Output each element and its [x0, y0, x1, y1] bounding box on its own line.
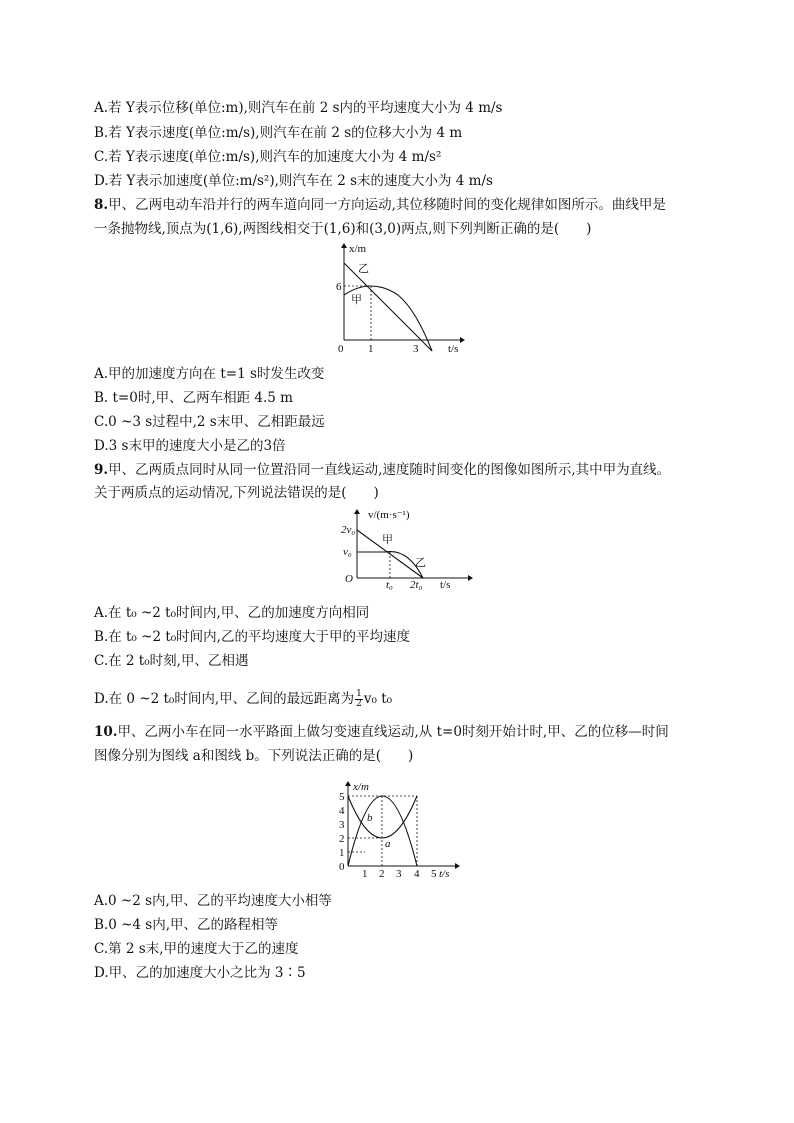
- q8-graph: [332, 240, 467, 355]
- q8-xtick-3: 3: [413, 343, 419, 355]
- q8-option-a: A.甲的加速度方向在 t=1 s时发生改变: [94, 366, 325, 382]
- q8-number: 8.: [94, 197, 109, 213]
- q9-label-yi: 乙: [415, 557, 426, 569]
- q7-option-c: C.若 Y表示速度(单位:m/s),则汽车的加速度大小为 4 m/s²: [94, 149, 442, 165]
- q9-option-c: C.在 2 t₀时刻,甲、乙相遇: [94, 653, 249, 669]
- q10-xtick-3: 3: [396, 868, 402, 880]
- q10-xtick-5: 5: [431, 868, 437, 880]
- q9-fraction-numerator: 1: [356, 689, 362, 699]
- q10-option-d: D.甲、乙的加速度大小之比为 3∶5: [94, 965, 306, 981]
- q10-ytick-5: 5: [339, 791, 345, 803]
- q7-option-b: B.若 Y表示速度(单位:m/s),则汽车在前 2 s的位移大小为 4 m: [94, 125, 463, 141]
- q9-fraction-denominator: 2: [356, 699, 362, 709]
- q8-option-b: B. t=0时,甲、乙两车相距 4.5 m: [94, 390, 293, 406]
- q8-label-yi: 乙: [358, 263, 369, 275]
- q10-label-b: b: [367, 812, 373, 824]
- q10-curve-b: [348, 796, 417, 866]
- q10-stem-text-1: 甲、乙两小车在同一水平路面上做匀变速直线运动,从 t=0时刻开始计时,甲、乙的位移—时间: [117, 724, 669, 740]
- q10-option-b: B.0 ~4 s内,甲、乙的路程相等: [94, 917, 279, 933]
- q9-number: 9.: [94, 462, 109, 478]
- q8-y-label: x/m: [349, 243, 367, 255]
- q9-xtick-t0: t₀: [386, 579, 393, 591]
- q9-option-a: A.在 t₀ ~2 t₀时间内,甲、乙的加速度方向相同: [94, 605, 370, 621]
- q9-y-label: v/(m·s⁻¹): [368, 509, 410, 521]
- q9-xtick-2t0: 2t₀: [410, 579, 423, 591]
- q9-option-d: [94, 690, 392, 709]
- q9-x-label: t/s: [440, 579, 451, 591]
- q9-stem-line-2: 关于两质点的运动情况,下列说法错误的是( ): [94, 485, 379, 501]
- q10-ytick-1: 1: [339, 847, 345, 859]
- q9-option-d-tail: v₀ t₀: [363, 691, 393, 707]
- q7-option-a: A.若 Y表示位移(单位:m),则汽车在前 2 s内的平均速度大小为 4 m/s: [94, 100, 503, 116]
- q8-label-jia: 甲: [351, 294, 362, 306]
- q10-ytick-4: 4: [339, 805, 345, 817]
- q8-stem-text-1: 甲、乙两电动车沿并行的两车道向同一方向运动,其位移随时间的变化规律如图所示。曲线甲是: [108, 197, 666, 213]
- q9-stem-text-1: 甲、乙两质点同时从同一位置沿同一直线运动,速度随时间变化的图像如图所示,其中甲为直线。: [108, 462, 671, 478]
- q8-origin: 0: [338, 343, 344, 355]
- q8-xtick-1: 1: [368, 343, 374, 355]
- q8-x-label: t/s: [448, 343, 459, 355]
- q10-graph: [327, 782, 462, 882]
- q10-ytick-0: 0: [339, 861, 345, 873]
- q8-ytick-6: 6: [336, 281, 342, 293]
- q10-label-a: a: [385, 838, 391, 850]
- q10-option-c: C.第 2 s末,甲的速度大于乙的速度: [94, 941, 299, 957]
- q10-number: 10.: [94, 724, 118, 740]
- q9-stem-line-1: [94, 461, 670, 479]
- q10-x-label: t/s: [439, 868, 450, 880]
- q9-origin: O: [345, 573, 353, 585]
- q9-option-d-text: D.在 0 ~2 t₀时间内,甲、乙间的最远距离为: [94, 691, 355, 707]
- q10-option-a: A.0 ~2 s内,甲、乙的平均速度大小相等: [94, 893, 332, 909]
- q10-stem-line-2: 图像分别为图线 a和图线 b。下列说法正确的是( ): [94, 748, 414, 764]
- q8-option-d: D.3 s末甲的速度大小是乙的3倍: [94, 438, 286, 454]
- q7-option-d: D.若 Y表示加速度(单位:m/s²),则汽车在 2 s末的速度大小为 4 m/s: [94, 173, 493, 189]
- q10-ytick-3: 3: [339, 819, 345, 831]
- q9-ytick-v0: v₀: [343, 546, 352, 558]
- q10-y-label: x/m: [353, 781, 369, 793]
- q8-option-c: C.0 ~3 s过程中,2 s末甲、乙相距最远: [94, 414, 325, 430]
- q8-curve-yi: [344, 263, 432, 351]
- q10-xtick-2: 2: [379, 868, 385, 880]
- q8-stem-line-2: 一条抛物线,顶点为(1,6),两图线相交于(1,6)和(3,0)两点,则下列判断正确的是( ): [94, 221, 592, 237]
- q9-ytick-2v0: 2v₀: [341, 524, 356, 536]
- q9-option-b: B.在 t₀ ~2 t₀时间内,乙的平均速度大于甲的平均速度: [94, 629, 410, 645]
- q10-xtick-1: 1: [362, 868, 368, 880]
- q10-ytick-2: 2: [339, 833, 345, 845]
- q8-stem-line-1: [94, 196, 666, 214]
- q9-label-jia: 甲: [382, 534, 393, 546]
- q9-graph: [340, 508, 475, 598]
- q10-xtick-4: 4: [414, 868, 420, 880]
- q10-stem-line-1: [94, 723, 669, 741]
- q9-option-d-fraction: [355, 690, 363, 709]
